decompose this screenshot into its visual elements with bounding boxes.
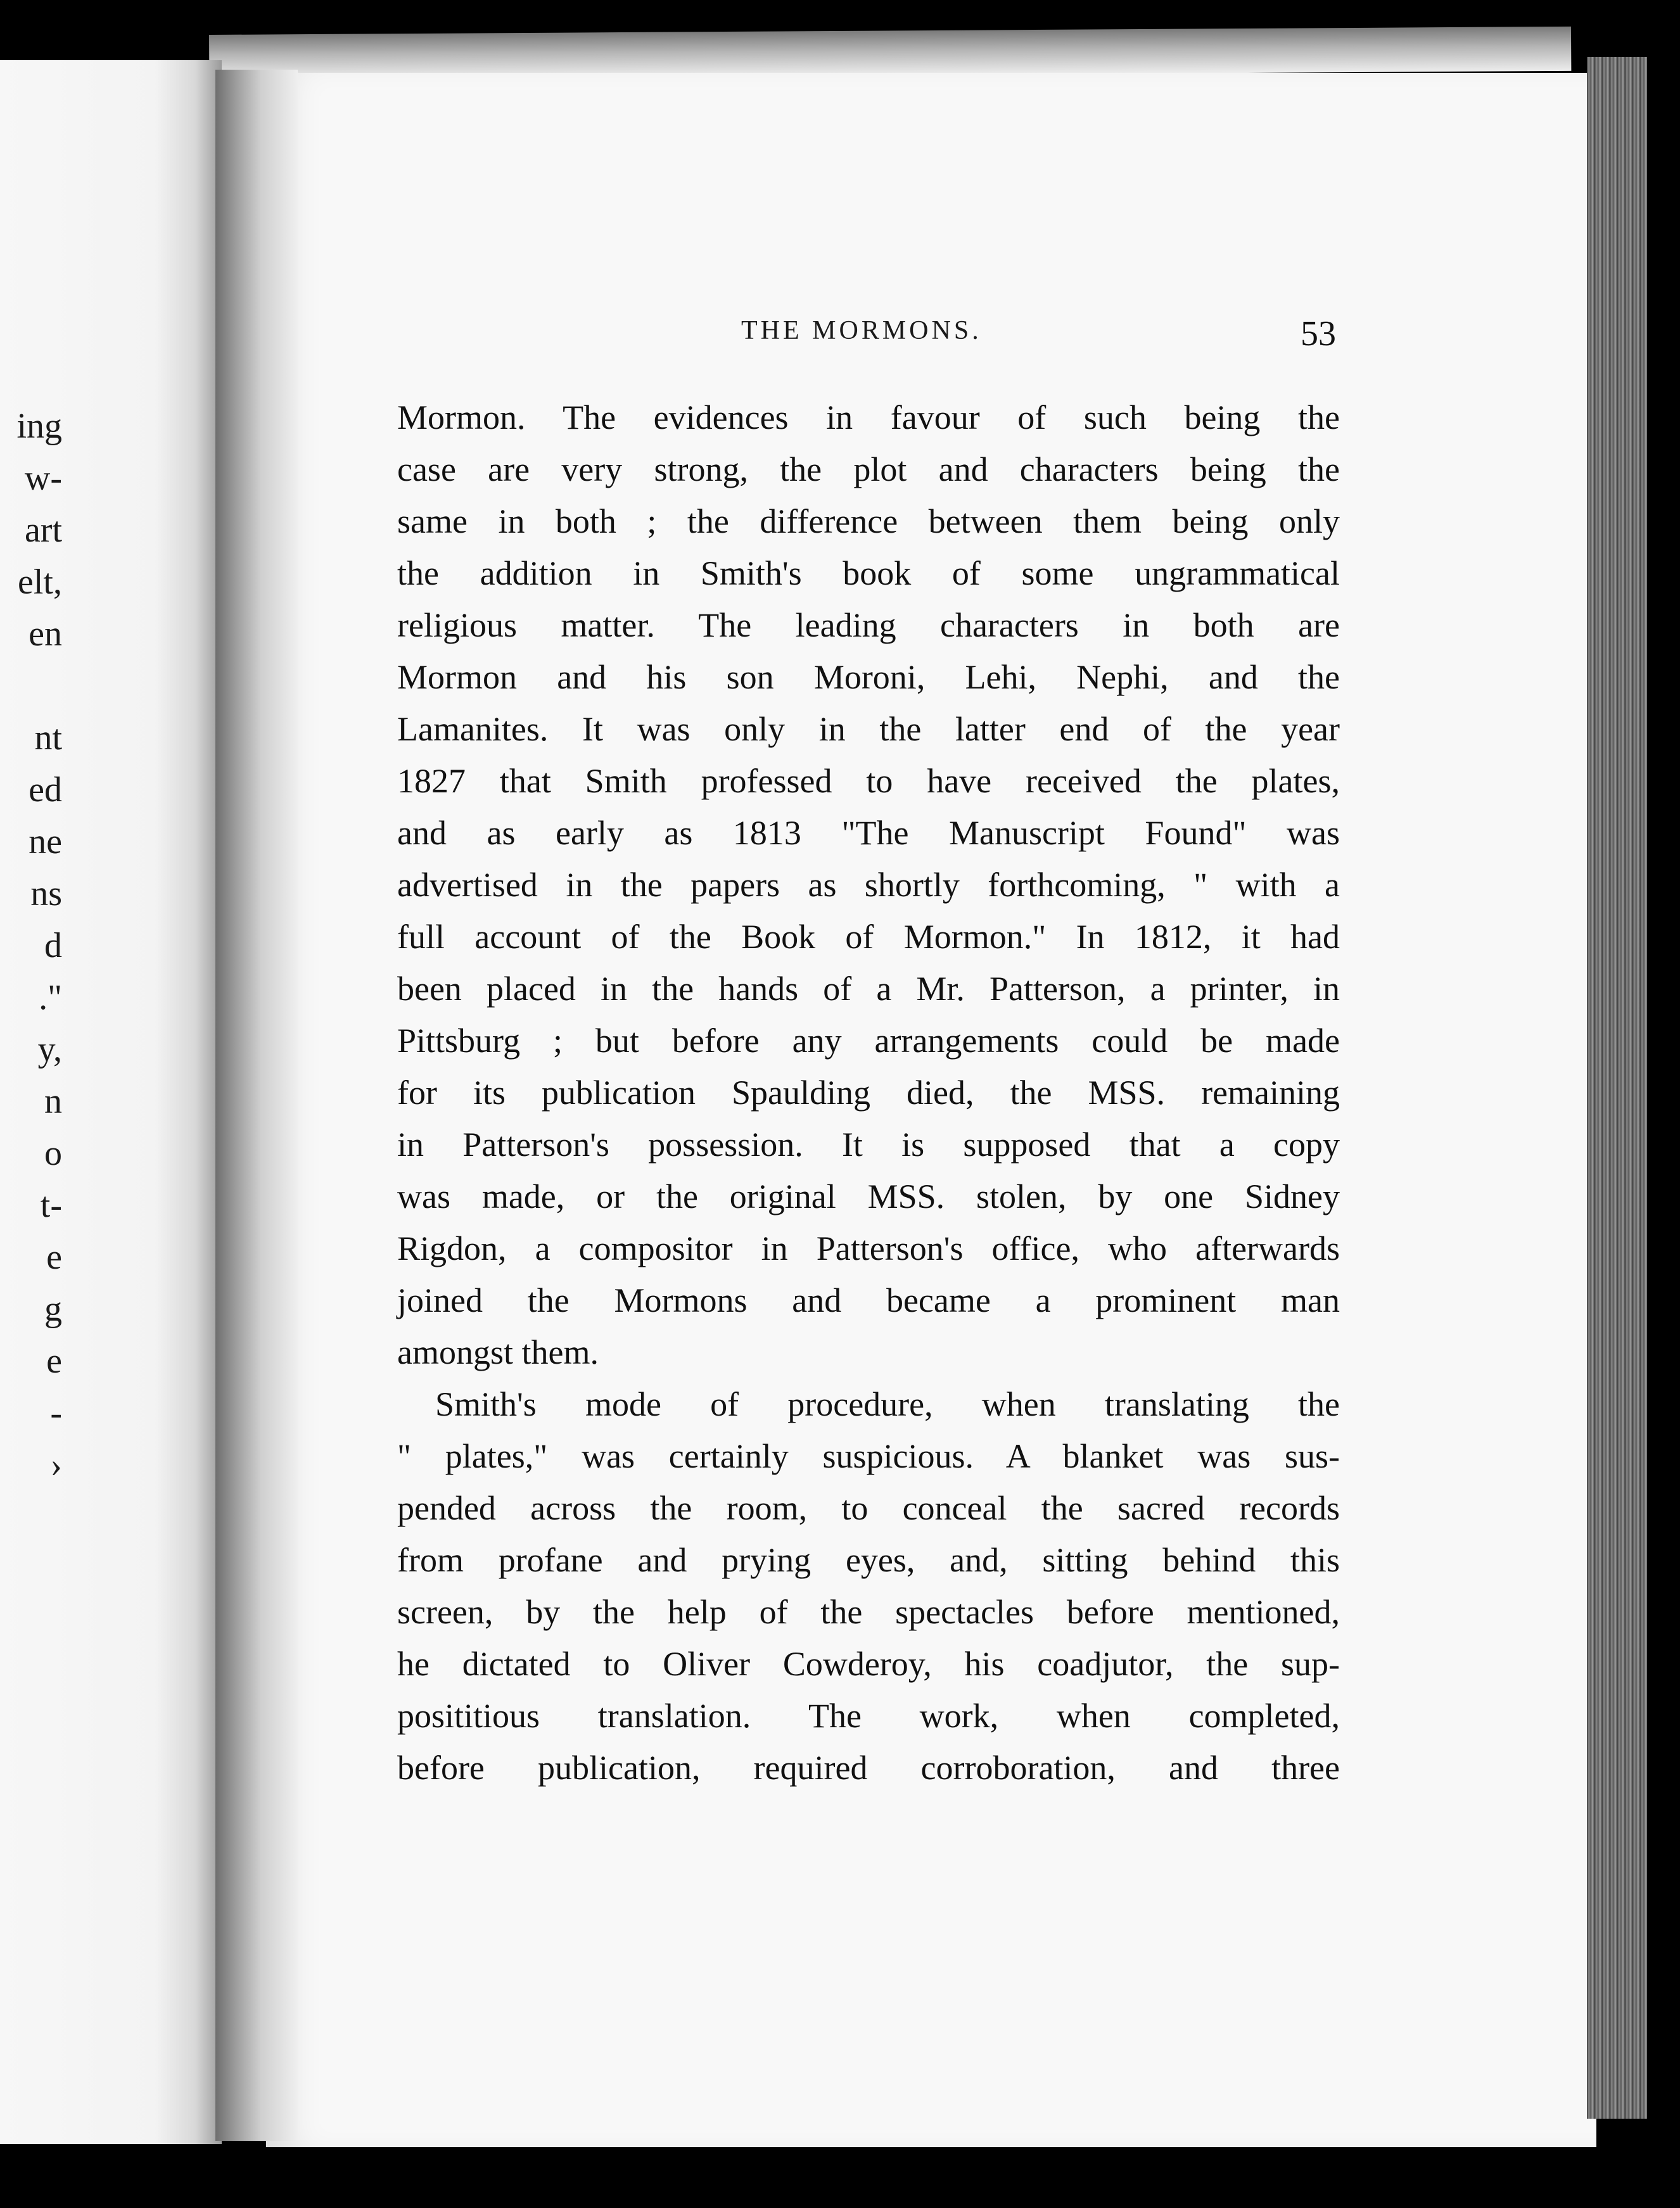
left-page-fragment: w- xyxy=(24,459,62,498)
left-page-fragment: y, xyxy=(37,1030,62,1069)
page-block-edges xyxy=(1587,57,1647,2119)
text-line: screen, by the help of the spectacles before mentioned, xyxy=(397,1593,1340,1631)
text-line: before publication, required corroboration, and three xyxy=(397,1749,1340,1787)
text-line: he dictated to Oliver Cowderoy, his coadjutor, the sup- xyxy=(397,1645,1340,1683)
left-page-fragment: e xyxy=(46,1238,62,1277)
text-line: the addition in Smith's book of some ungrammatical xyxy=(397,554,1340,592)
text-line: Mormon and his son Moroni, Lehi, Nephi, and the xyxy=(397,658,1340,696)
left-page-fragment: en xyxy=(29,614,62,654)
text-line: Lamanites. It was only in the latter end of the year xyxy=(397,710,1340,748)
left-page-fragment: - xyxy=(50,1393,62,1433)
left-page-fragment: nt xyxy=(34,718,62,758)
text-line: from profane and prying eyes, and, sitting behind this xyxy=(397,1541,1340,1579)
left-page-fragment: t- xyxy=(40,1186,62,1225)
left-page-fragment: ing xyxy=(16,407,62,446)
text-line: and as early as 1813 "The Manuscript Found" was xyxy=(397,814,1340,852)
left-facing-page xyxy=(0,60,222,2144)
text-line: posititious translation. The work, when completed, xyxy=(397,1697,1340,1735)
text-line: been placed in the hands of a Mr. Patterson, a printer, in xyxy=(397,970,1340,1008)
left-page-fragment: g xyxy=(44,1290,62,1329)
text-line: " plates," was certainly suspicious. A blanket was sus- xyxy=(397,1437,1340,1475)
text-line: full account of the Book of Mormon." In 1812, it had xyxy=(397,918,1340,956)
text-line: pended across the room, to conceal the sacred records xyxy=(397,1489,1340,1527)
text-line: joined the Mormons and became a prominent man xyxy=(397,1281,1340,1319)
left-page-fragment: d xyxy=(44,926,62,965)
text-line: for its publication Spaulding died, the MSS. remaining xyxy=(397,1074,1340,1112)
text-line: advertised in the papers as shortly forthcoming, " with a xyxy=(397,866,1340,904)
text-line: Pittsburg ; but before any arrangements could be made xyxy=(397,1022,1340,1060)
left-page-fragment: e xyxy=(46,1342,62,1381)
left-page-fragment: o xyxy=(44,1134,62,1173)
page-number: 53 xyxy=(1301,314,1336,353)
body-text xyxy=(397,391,1340,1794)
page-top-edge xyxy=(209,27,1571,79)
left-page-fragment: ne xyxy=(29,822,62,861)
text-line: 1827 that Smith professed to have received the plates, xyxy=(397,762,1340,800)
text-line: Mormon. The evidences in favour of such being the xyxy=(397,398,1340,436)
book-gutter-shadow xyxy=(215,70,298,2141)
left-page-fragment: ns xyxy=(30,874,62,913)
left-page-fragment: ed xyxy=(29,770,62,809)
left-page-fragment: n xyxy=(44,1082,62,1121)
text-line: in Patterson's possession. It is supposed that a copy xyxy=(397,1126,1340,1164)
left-page-fragment: art xyxy=(24,511,62,550)
text-line: was made, or the original MSS. stolen, by one Sidney xyxy=(397,1177,1340,1215)
text-line: same in both ; the difference between them being only xyxy=(397,502,1340,540)
text-line: Rigdon, a compositor in Patterson's office, who afterwards xyxy=(397,1229,1340,1267)
left-page-fragment: ." xyxy=(39,978,62,1017)
running-head: THE MORMONS. xyxy=(741,316,982,345)
text-line: amongst them. xyxy=(397,1333,599,1371)
left-page-fragment: › xyxy=(50,1445,62,1485)
text-line: Smith's mode of procedure, when translating the xyxy=(435,1385,1340,1423)
left-page-fragment: elt, xyxy=(18,562,62,602)
text-line: case are very strong, the plot and characters being the xyxy=(397,450,1340,488)
text-line: religious matter. The leading characters in both are xyxy=(397,606,1340,644)
